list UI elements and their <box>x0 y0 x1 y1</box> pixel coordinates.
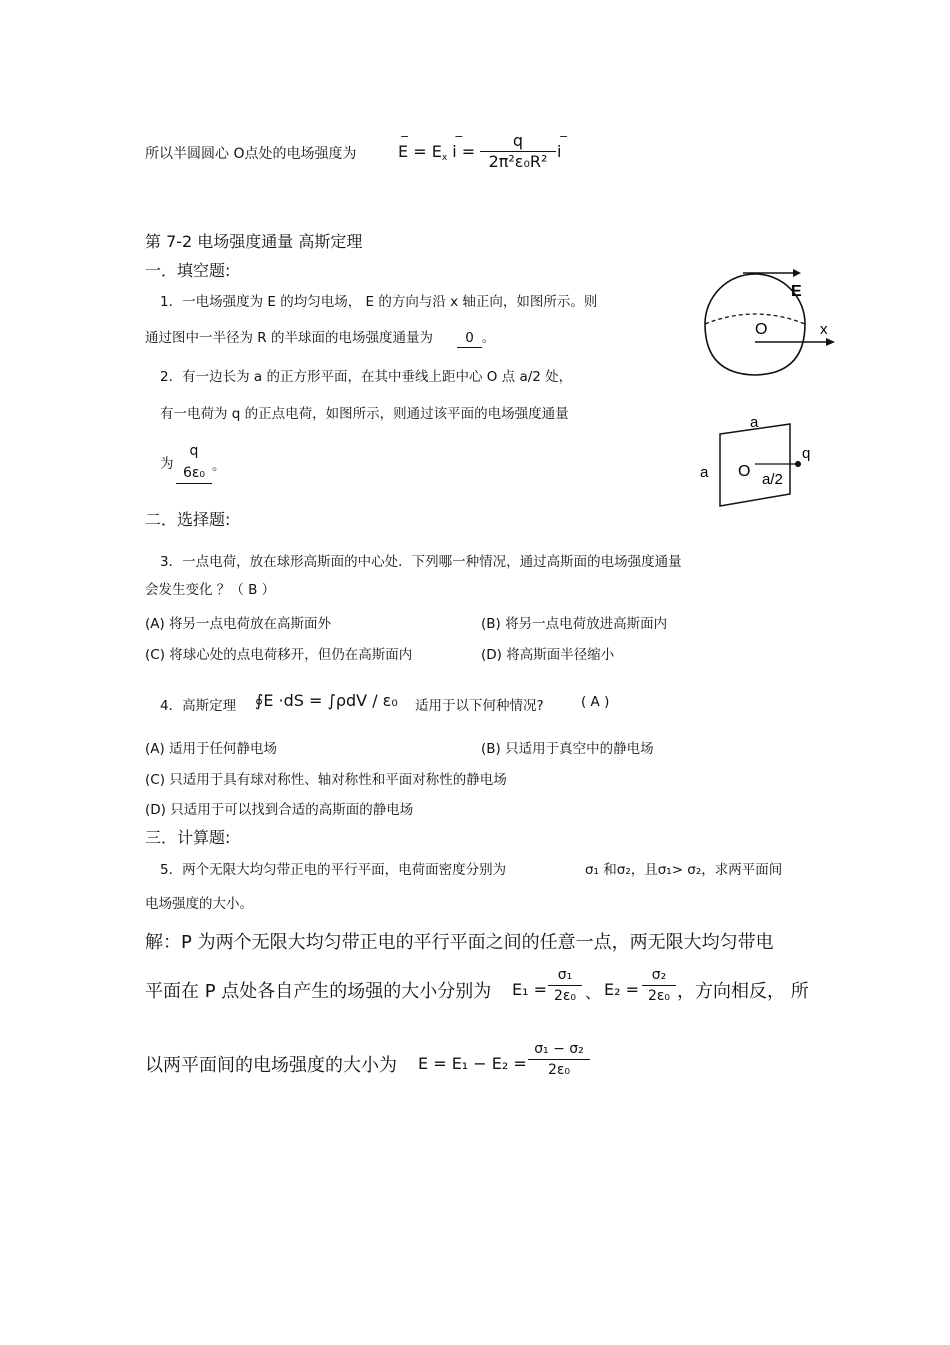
q3-option-b: (B) 将另一点电荷放进高斯面内 <box>481 616 668 632</box>
E1-numerator: σ₁ <box>557 967 573 983</box>
fig2-O-label: O <box>738 463 751 480</box>
part2-heading: 二．选择题: <box>145 510 231 529</box>
q2-line3: 为 <box>160 456 174 472</box>
E-total-label: E = E₁ − E₂ = <box>418 1054 527 1073</box>
fig1-x-label: x <box>820 321 828 338</box>
q1-line1: 1．一电场强度为 E 的均匀电场， E 的方向与沿 x 轴正向，如图所示。则 <box>160 294 598 310</box>
q2-denominator: 6ε₀ <box>182 465 206 481</box>
E2-numerator: σ₂ <box>651 967 667 983</box>
E2-label: E₂ = <box>604 980 640 999</box>
q2-answer-fraction <box>176 442 212 485</box>
solution-line1: 解：P 为两个无限大均匀带正电的平行平面之间的任意一点，两无限大均匀带电 <box>145 932 774 953</box>
E1-denominator: 2ε₀ <box>553 988 577 1004</box>
vector-E: − E <box>398 142 408 161</box>
part1-heading: 一．填空题: <box>145 261 231 280</box>
equals: = <box>461 142 476 161</box>
q5-sigma: σ₁ 和σ₂，且σ₁> σ₂，求两平面间 <box>585 862 783 878</box>
fig2-a2-label: a/2 <box>762 471 783 488</box>
intro-fraction <box>480 132 556 171</box>
intro-denominator: 2π²ε₀R² <box>488 152 548 171</box>
unit-i-2: − i <box>557 142 561 161</box>
q4-answer: ( A ) <box>581 694 610 710</box>
unit-i: − i <box>452 142 456 161</box>
square-plane-figure <box>695 408 825 516</box>
x-subscript: x <box>441 153 448 163</box>
q2-numerator: q <box>189 443 199 459</box>
fig2-a-top: a <box>750 414 759 431</box>
q3-line1: 3．一点电荷，放在球形高斯面的中心处．下列哪一种情况，通过高斯面的电场强度通量 <box>160 554 682 570</box>
fig1-E-label: E <box>791 283 802 300</box>
separator: 、 <box>585 983 602 1002</box>
q5-line1: 5．两个无限大均匀带正电的平行平面，电荷面密度分别为 <box>160 862 507 878</box>
E-total-numerator: σ₁ − σ₂ <box>534 1041 584 1057</box>
q4-formula: ∮E ·dS = ∫ρdV / ε₀ <box>255 691 398 710</box>
eq-Ex: = E <box>413 142 442 161</box>
q4-suffix: 适用于以下何种情况? <box>415 698 544 714</box>
q1-line2 <box>145 326 495 346</box>
q3-line2: 会发生变化 ？（ B ） <box>145 582 276 598</box>
q4-prefix: 4．高斯定理 <box>160 698 237 714</box>
hemisphere-figure <box>695 262 845 382</box>
section-title: 第 7-2 电场强度通量 高斯定理 <box>145 232 363 251</box>
q4-option-c: (C) 只适用于具有球对称性、轴对称性和平面对称性的静电场 <box>145 772 507 788</box>
q1-end: 。 <box>481 330 496 346</box>
E-total-denominator: 2ε₀ <box>547 1062 571 1078</box>
solution-line2-end: ，方向相反， 所 <box>677 981 809 1002</box>
q3-option-a: (A) 将另一点电荷放在高斯面外 <box>145 616 332 632</box>
fig2-a-left: a <box>700 464 709 481</box>
q3-option-d: (D) 将高斯面半径缩小 <box>481 647 615 663</box>
q5-line2: 电场强度的大小。 <box>145 896 253 912</box>
q1-text: 通过图中一半径为 R 的半球面的电场强度通量为 <box>145 330 433 346</box>
point-charge <box>795 461 801 467</box>
fig2-q-label: q <box>802 445 811 462</box>
q4-option-d: (D) 只适用于可以找到合适的高斯面的静电场 <box>145 802 414 818</box>
q2-end: 。 <box>212 458 226 474</box>
E2-denominator: 2ε₀ <box>647 988 671 1004</box>
part3-heading: 三．计算题: <box>145 828 231 847</box>
q1-answer: 0 <box>457 330 482 348</box>
q2-line2: 有一电荷为 q 的正点电荷，如图所示，则通过该平面的电场强度通量 <box>160 406 569 422</box>
q4-option-a: (A) 适用于任何静电场 <box>145 741 278 757</box>
solution-line2: 平面在 P 点处各自产生的场强的大小分别为 <box>145 981 492 1002</box>
intro-text: 所以半圆圆心 O点处的电场强度为 <box>145 146 357 162</box>
intro-numerator: q <box>512 131 524 150</box>
solution-line3: 以两平面间的电场强度的大小为 <box>145 1055 397 1076</box>
E2-fraction <box>642 966 676 1005</box>
q3-option-c: (C) 将球心处的点电荷移开，但仍在高斯面内 <box>145 647 413 663</box>
q2-line1: 2．有一边长为 a 的正方形平面，在其中垂线上距中心 O 点 a/2 处， <box>160 369 573 385</box>
intro-formula <box>398 142 475 163</box>
E-total-fraction <box>528 1040 590 1079</box>
q4-option-b: (B) 只适用于真空中的静电场 <box>481 741 654 757</box>
E1-fraction <box>548 966 582 1005</box>
E1-label: E₁ = <box>512 980 548 999</box>
fig1-O-label: O <box>755 321 768 338</box>
